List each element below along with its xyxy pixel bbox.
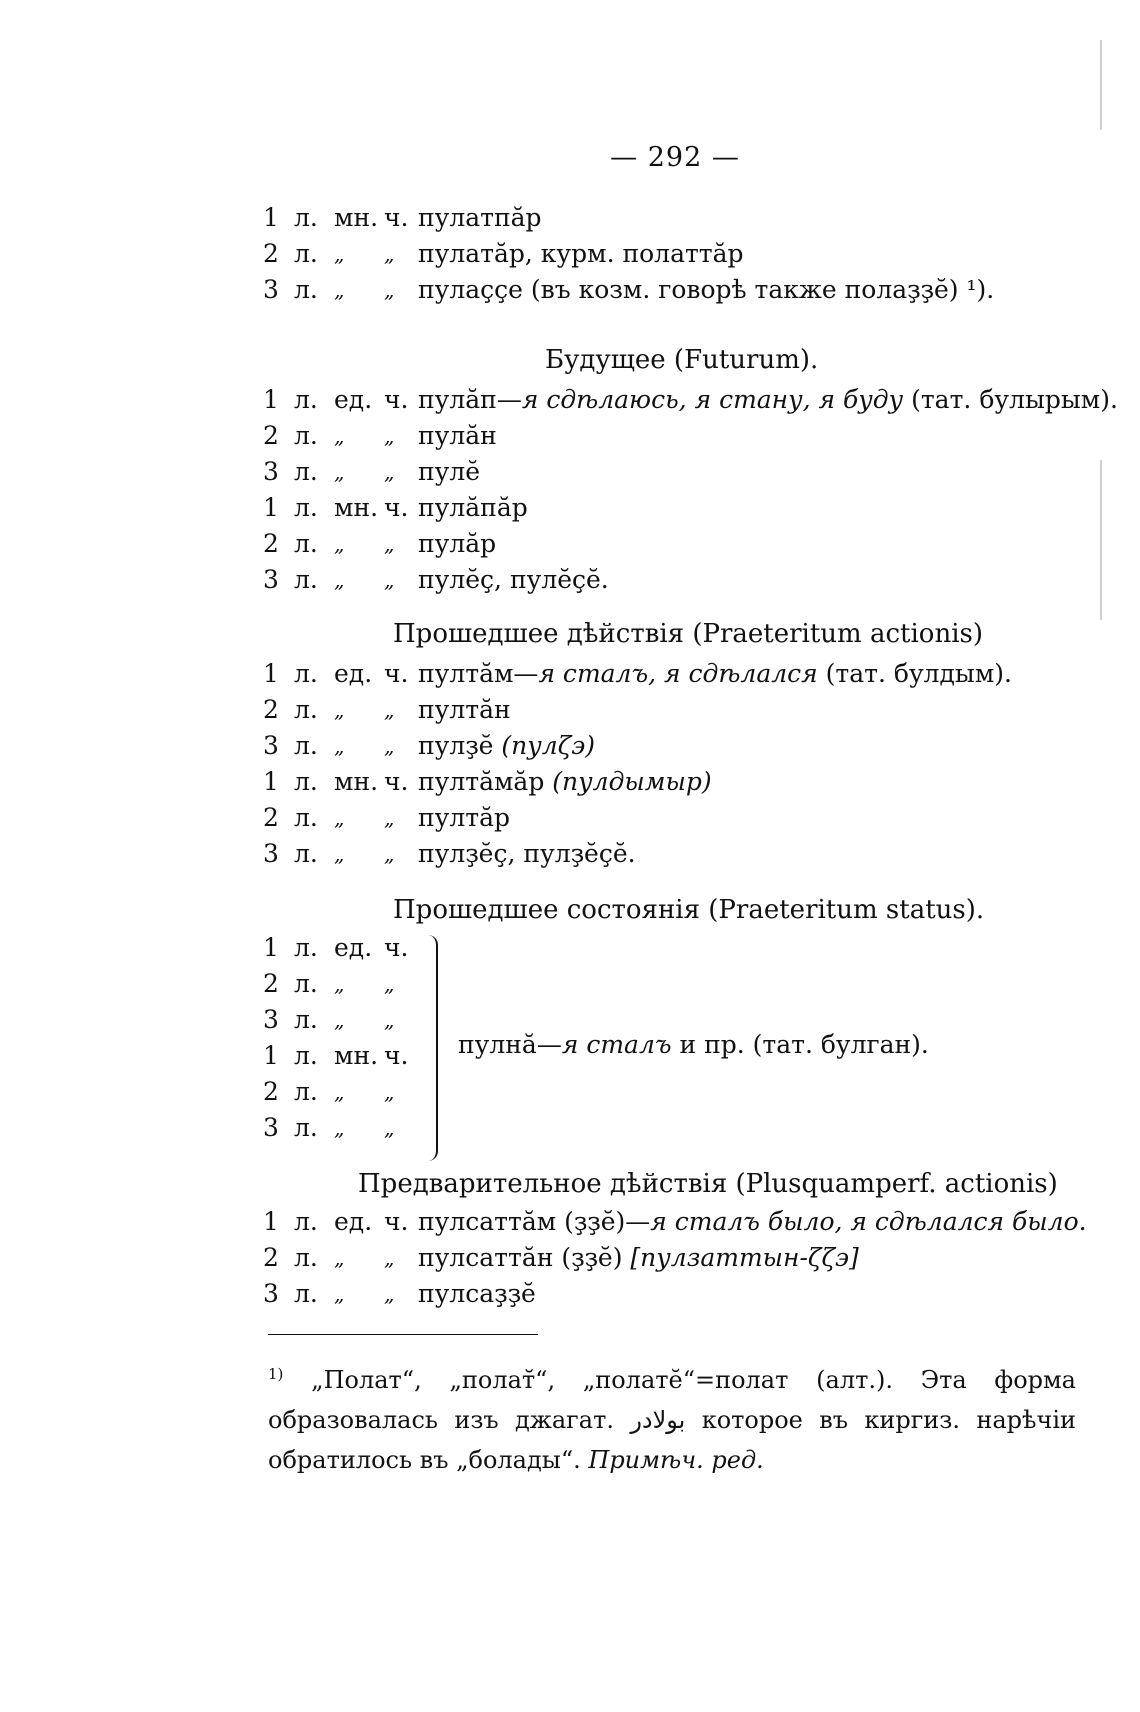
person-number: 3 xyxy=(263,839,279,868)
number-suffix: ч. xyxy=(384,1207,409,1236)
gloss-text: я сдѣлаюсь, я стану, я буду xyxy=(521,385,904,414)
form-text: пулаççе (въ козм. говорѣ также полаҙҙĕ) ¹). xyxy=(418,275,995,304)
verb-form xyxy=(418,764,712,800)
heading-future: Будущее (Futurum). xyxy=(545,345,819,375)
verb-form xyxy=(418,418,497,454)
person-label: л. xyxy=(294,1113,318,1142)
verb-form xyxy=(418,1276,536,1312)
number-suffix: ч. xyxy=(384,659,409,688)
scan-edge-line xyxy=(1100,460,1102,620)
person-label: л. xyxy=(294,1207,318,1236)
person-label: л. xyxy=(294,203,318,232)
verb-form xyxy=(418,490,528,526)
person-label: л. xyxy=(294,803,318,832)
verb-form xyxy=(418,562,609,598)
person-number: 1 xyxy=(263,659,279,688)
number-suffix: „ xyxy=(384,734,395,758)
number-label: „ xyxy=(334,568,345,592)
form-text: пулатпăр xyxy=(418,203,542,232)
footnote xyxy=(268,1354,1076,1480)
form-text: пулнă— xyxy=(458,1030,562,1059)
number-label: мн. xyxy=(334,493,379,522)
person-label: л. xyxy=(294,659,318,688)
number-label: „ xyxy=(334,1282,345,1306)
person-number: 3 xyxy=(263,1005,279,1034)
tail-text: и пр. (тат. булган). xyxy=(671,1030,929,1059)
form-text: пулĕç, пулĕçĕ. xyxy=(418,565,609,594)
verb-form xyxy=(418,454,480,490)
person-number: 1 xyxy=(263,385,279,414)
number-suffix: „ xyxy=(384,278,395,302)
person-number: 1 xyxy=(263,933,279,962)
number-suffix: ч. xyxy=(384,385,409,414)
person-number: 2 xyxy=(263,969,279,998)
person-label: л. xyxy=(294,529,318,558)
verb-form xyxy=(418,1240,859,1276)
verb-form xyxy=(418,200,542,236)
verb-form xyxy=(418,382,1118,418)
form-text: пулĕ xyxy=(418,457,481,486)
form-text: пулҙĕ xyxy=(418,731,502,760)
gloss-text: я сталъ, я сдѣлался xyxy=(538,659,818,688)
number-label: „ xyxy=(334,460,345,484)
number-suffix: „ xyxy=(384,1246,395,1270)
form-text: пултăн xyxy=(418,695,511,724)
number-suffix: „ xyxy=(384,460,395,484)
heading-plusquamperfectum: Предварительное дѣйствія (Plusquamperf. actionis) xyxy=(358,1169,1058,1199)
arabic-word: بولادر xyxy=(630,1406,686,1434)
gloss-text: [пулзаттын-ζζэ] xyxy=(630,1243,859,1272)
number-suffix: ч. xyxy=(384,767,409,796)
person-number: 2 xyxy=(263,529,279,558)
footnote-text-2: которое въ киргиз. нарѣчіи обратилось въ „болады“. xyxy=(268,1406,1076,1474)
number-suffix: „ xyxy=(384,1080,395,1104)
person-label: л. xyxy=(294,385,318,414)
person-label: л. xyxy=(294,1279,318,1308)
person-number: 3 xyxy=(263,275,279,304)
number-label: мн. xyxy=(334,1041,379,1070)
number-suffix: „ xyxy=(384,532,395,556)
person-label: л. xyxy=(294,1077,318,1106)
number-suffix: „ xyxy=(384,568,395,592)
person-number: 2 xyxy=(263,803,279,832)
number-suffix: „ xyxy=(384,424,395,448)
scan-edge-line xyxy=(1100,40,1102,130)
number-label: „ xyxy=(334,1008,345,1032)
person-label: л. xyxy=(294,1243,318,1272)
verb-form xyxy=(418,656,1012,692)
number-label: ед. xyxy=(334,1207,373,1236)
form-text: пултăмăр xyxy=(418,767,553,796)
verb-form xyxy=(418,236,744,272)
person-number: 1 xyxy=(263,203,279,232)
number-label: мн. xyxy=(334,203,379,232)
number-label: ед. xyxy=(334,385,373,414)
number-suffix: „ xyxy=(384,242,395,266)
number-label: „ xyxy=(334,734,345,758)
person-label: л. xyxy=(294,695,318,724)
number-suffix: „ xyxy=(384,1282,395,1306)
person-number: 2 xyxy=(263,1243,279,1272)
person-number: 3 xyxy=(263,1279,279,1308)
form-text: пултăр xyxy=(418,803,510,832)
number-label: „ xyxy=(334,532,345,556)
number-suffix: ч. xyxy=(384,1041,409,1070)
form-text: пулсаттăн (ҙҙĕ) xyxy=(418,1243,631,1272)
number-label: мн. xyxy=(334,767,379,796)
person-number: 3 xyxy=(263,1113,279,1142)
number-suffix: „ xyxy=(384,1116,395,1140)
person-number: 3 xyxy=(263,457,279,486)
person-label: л. xyxy=(294,565,318,594)
person-label: л. xyxy=(294,731,318,760)
person-number: 1 xyxy=(263,493,279,522)
number-label: „ xyxy=(334,842,345,866)
number-suffix: „ xyxy=(384,698,395,722)
number-suffix: „ xyxy=(384,842,395,866)
person-number: 1 xyxy=(263,1207,279,1236)
person-number: 2 xyxy=(263,239,279,268)
form-text: пулăр xyxy=(418,529,497,558)
number-suffix: „ xyxy=(384,806,395,830)
editor-note: Примѣч. ред. xyxy=(588,1446,764,1474)
number-label: „ xyxy=(334,972,345,996)
verb-form xyxy=(418,272,994,308)
number-label: „ xyxy=(334,1246,345,1270)
person-number: 1 xyxy=(263,1041,279,1070)
curly-brace xyxy=(422,935,438,1161)
person-number: 2 xyxy=(263,695,279,724)
heading-praeteritum-actionis: Прошедшее дѣйствія (Praeteritum actionis) xyxy=(393,619,984,649)
number-suffix: ч. xyxy=(384,933,409,962)
number-suffix: „ xyxy=(384,972,395,996)
verb-form xyxy=(418,1204,1087,1240)
form-text: пултăм— xyxy=(418,659,539,688)
gloss-text: (пулζэ) xyxy=(501,731,596,760)
number-label: „ xyxy=(334,424,345,448)
number-suffix: „ xyxy=(384,1008,395,1032)
praeteritum-status-form xyxy=(458,1030,929,1059)
person-label: л. xyxy=(294,493,318,522)
person-number: 3 xyxy=(263,565,279,594)
heading-praeteritum-status: Прошедшее состоянія (Praeteritum status). xyxy=(393,895,985,925)
tail-text: (тат. булырым). xyxy=(903,385,1118,414)
gloss-text: я сталъ было, я сдѣлался было. xyxy=(650,1207,1087,1236)
person-number: 3 xyxy=(263,731,279,760)
gloss-text: я сталъ xyxy=(561,1030,672,1059)
form-text: пулсаҙҙĕ xyxy=(418,1279,536,1308)
person-label: л. xyxy=(294,1005,318,1034)
footnote-mark: 1) xyxy=(268,1365,284,1383)
gloss-text: (пулдымыр) xyxy=(552,767,712,796)
number-label: „ xyxy=(334,806,345,830)
form-text: пулҙĕç, пулҙĕçĕ. xyxy=(418,839,636,868)
footnote-text-1: „Полат“, „полат̆“, „полатĕ“=полат (алт.). Эта форма образовалась изъ джагат. xyxy=(268,1366,1076,1434)
person-label: л. xyxy=(294,275,318,304)
verb-form xyxy=(418,692,511,728)
person-number: 1 xyxy=(263,767,279,796)
verb-form xyxy=(418,728,595,764)
footnote-divider xyxy=(268,1334,538,1335)
tail-text: (тат. булдым). xyxy=(817,659,1012,688)
verb-form xyxy=(418,836,636,872)
number-label: „ xyxy=(334,1080,345,1104)
person-label: л. xyxy=(294,839,318,868)
verb-form xyxy=(418,800,510,836)
number-label: „ xyxy=(334,278,345,302)
person-number: 2 xyxy=(263,1077,279,1106)
number-label: „ xyxy=(334,1116,345,1140)
person-label: л. xyxy=(294,933,318,962)
form-text: пулăн xyxy=(418,421,497,450)
person-label: л. xyxy=(294,457,318,486)
person-label: л. xyxy=(294,421,318,450)
number-suffix: ч. xyxy=(384,493,409,522)
person-label: л. xyxy=(294,767,318,796)
person-label: л. xyxy=(294,239,318,268)
number-suffix: ч. xyxy=(384,203,409,232)
page-number: — 292 — xyxy=(610,142,740,173)
number-label: „ xyxy=(334,242,345,266)
form-text: пулăп— xyxy=(418,385,522,414)
verb-form xyxy=(418,526,496,562)
form-text: пулăпăр xyxy=(418,493,528,522)
number-label: „ xyxy=(334,698,345,722)
number-label: ед. xyxy=(334,659,373,688)
form-text: пулсаттăм (ҙҙĕ)— xyxy=(418,1207,651,1236)
person-label: л. xyxy=(294,1041,318,1070)
person-label: л. xyxy=(294,969,318,998)
number-label: ед. xyxy=(334,933,373,962)
person-number: 2 xyxy=(263,421,279,450)
form-text: пулатăр, курм. полаттăр xyxy=(418,239,744,268)
